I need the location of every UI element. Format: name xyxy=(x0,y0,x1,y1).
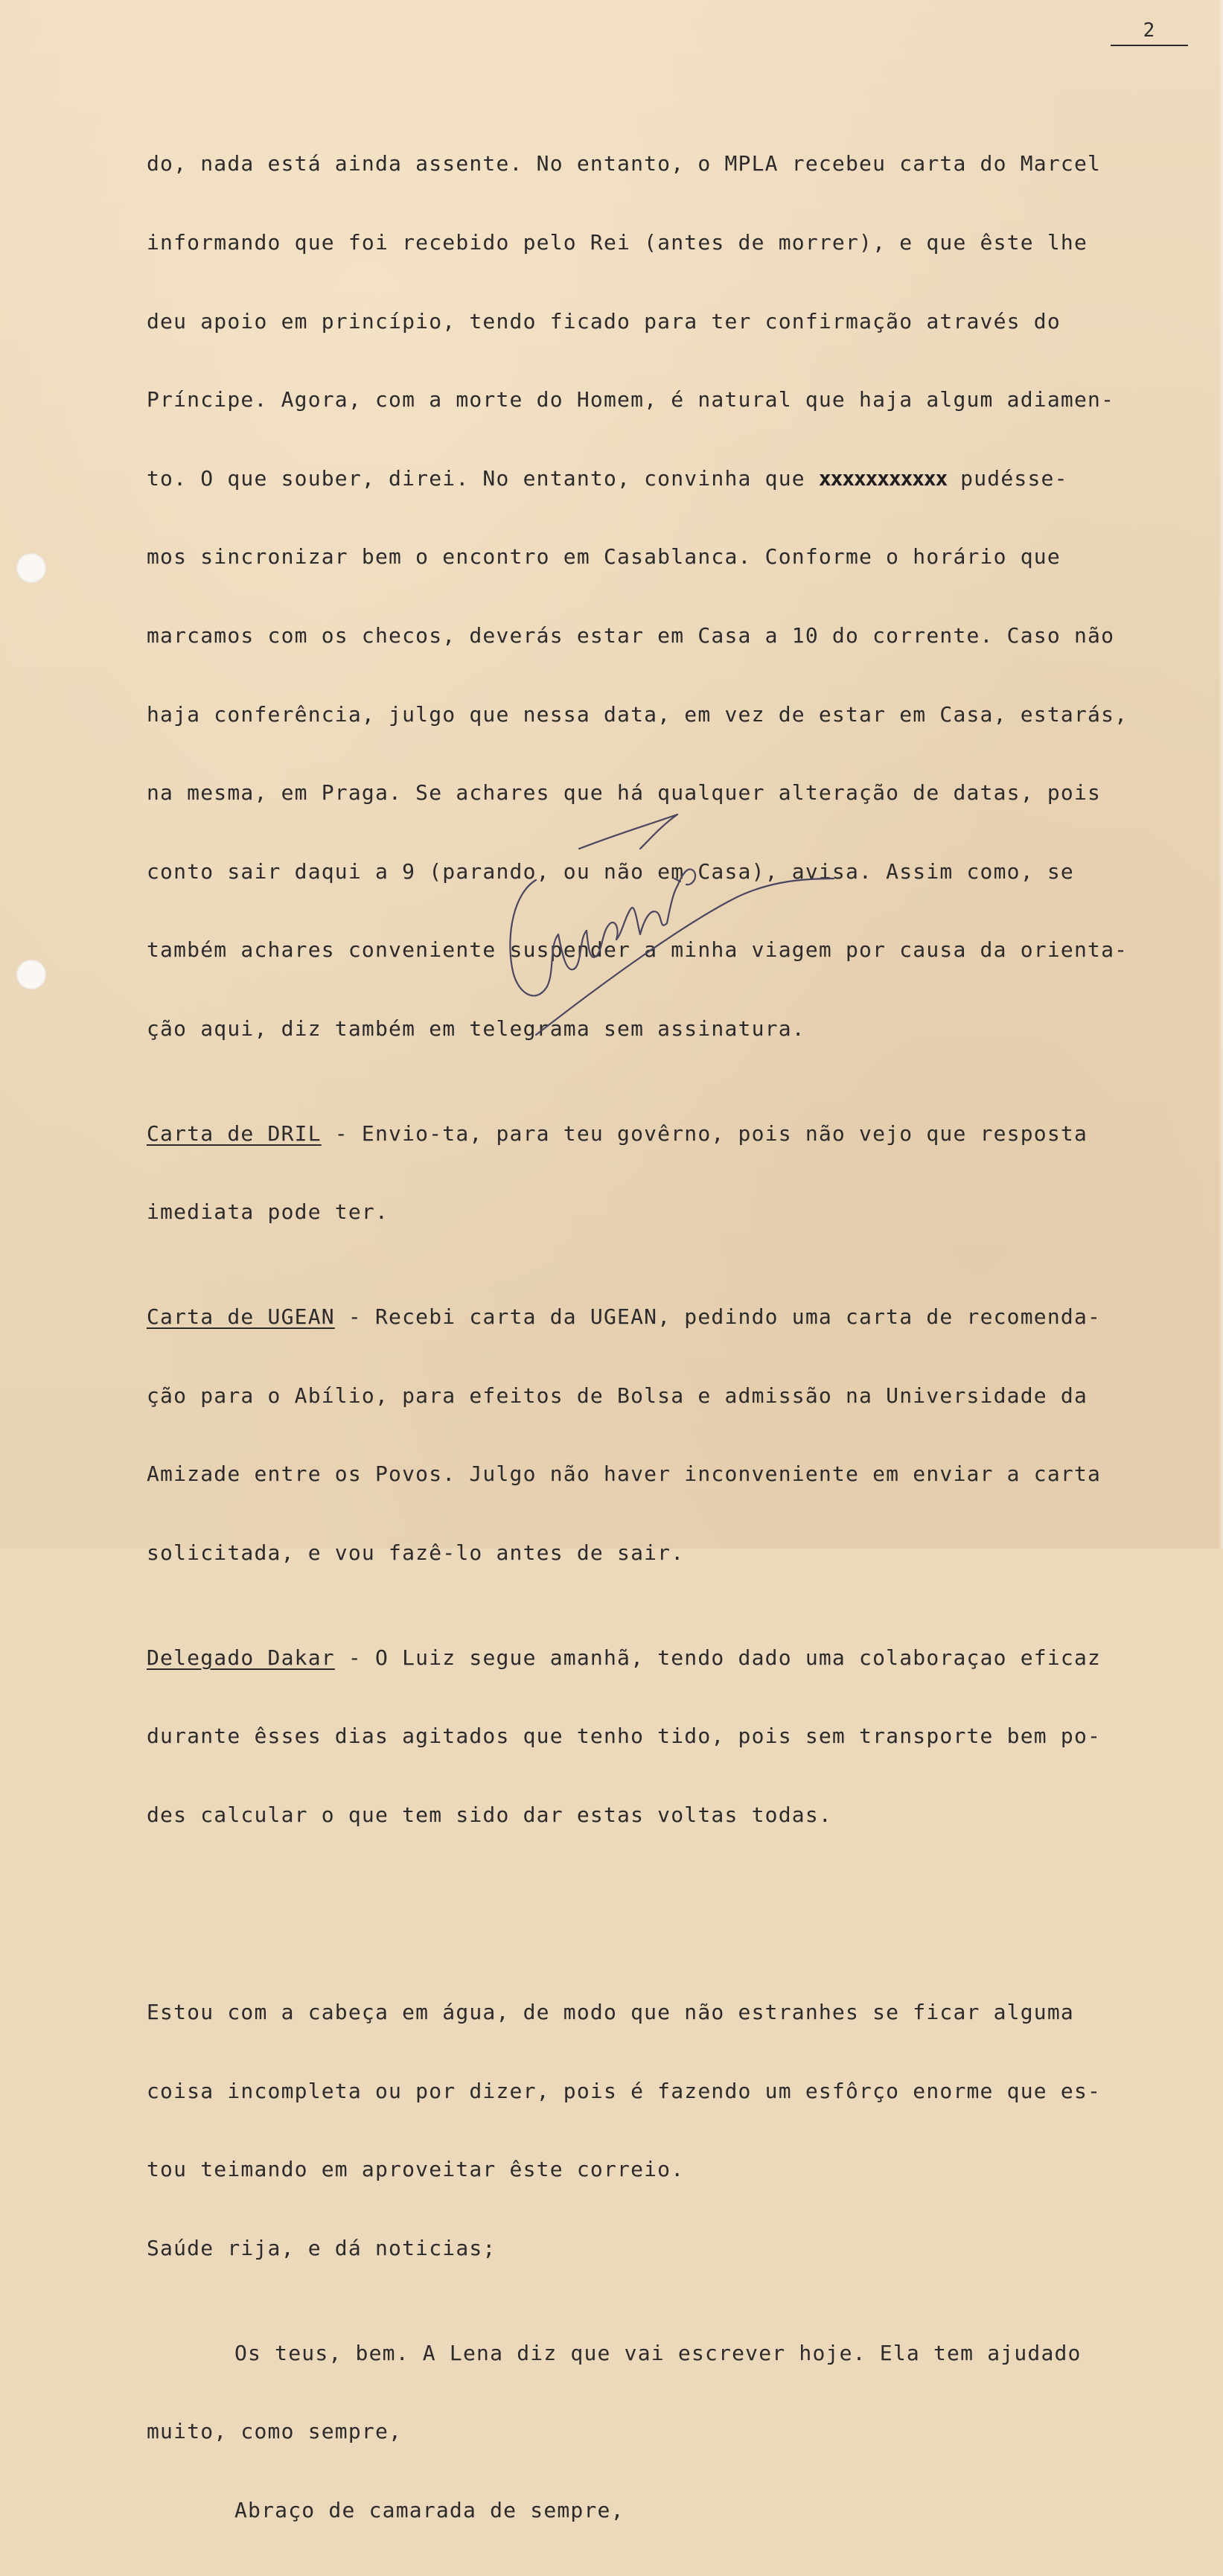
body-line: deu apoio em princípio, tendo ficado para ter confirmação através do xyxy=(147,308,1061,334)
punch-hole-bottom xyxy=(16,960,46,989)
body-line-part: pudésse- xyxy=(947,465,1068,491)
section-heading-ugean: Carta de UGEAN xyxy=(147,1304,335,1330)
page-number: 2 xyxy=(1111,19,1188,46)
handwritten-signature xyxy=(491,804,841,1050)
body-line-part: - Recebi carta da UGEAN, pedindo uma carta de recomenda- xyxy=(334,1304,1102,1330)
body-line: des calcular o que tem sido dar estas voltas todas. xyxy=(147,1802,832,1827)
body-line: também achares conveniente suspender a minha viagem por causa da orienta- xyxy=(147,937,1128,963)
signature-strokes xyxy=(510,814,834,1035)
body-line: solicitada, e vou fazê-lo antes de sair. xyxy=(147,1540,685,1565)
body-line-part: - Envio-ta, para teu govêrno, pois não vejo que resposta xyxy=(321,1120,1088,1146)
body-line: ção para o Abílio, para efeitos de Bolsa e admissão na Universidade da xyxy=(147,1383,1088,1408)
section-heading-dakar: Delegado Dakar xyxy=(147,1645,335,1670)
closing-line: Os teus, bem. A Lena diz que vai escrever hoje. Ela tem ajudado xyxy=(234,2340,1082,2365)
body-line-part: - O Luiz segue amanhã, tendo dado uma colaboraçao eficaz xyxy=(334,1645,1102,1670)
body-line: tou teimando em aproveitar êste correio. xyxy=(147,2157,685,2182)
body-line: Amizade entre os Povos. Julgo não haver inconveniente em enviar a carta xyxy=(147,1461,1102,1487)
body-line: Estou com a cabeça em água, de modo que não estranhes se ficar alguma xyxy=(147,2000,1074,2025)
struck-out-text: xxxxxxxxxxx xyxy=(818,465,948,491)
body-line: Saúde rija, e dá noticias; xyxy=(147,2236,496,2261)
punch-hole-top xyxy=(16,553,46,583)
closing-line: muito, como sempre, xyxy=(147,2419,403,2444)
paragraph-gap xyxy=(147,1907,1219,1921)
section-heading-dril: Carta de DRIL xyxy=(147,1120,322,1146)
body-line: Príncipe. Agora, com a morte do Homem, é natural que haja algum adiamen- xyxy=(147,387,1115,412)
body-line: imediata pode ter. xyxy=(147,1199,389,1225)
body-line: ção aqui, diz também em telegrama sem assinatura. xyxy=(147,1016,805,1041)
section-dakar-line xyxy=(147,1645,1219,1671)
body-line: mos sincronizar bem o encontro em Casablanca. Conforme o horário que xyxy=(147,544,1061,570)
paper-edge xyxy=(1219,0,1223,1549)
section-ugean-line xyxy=(147,1304,1219,1330)
closing-line: Abraço de camarada de sempre, xyxy=(234,2498,625,2523)
body-line xyxy=(147,465,1219,491)
body-line: haja conferência, julgo que nessa data, em vez de estar em Casa, estarás, xyxy=(147,701,1128,727)
body-line-part: to. O que souber, direi. No entanto, convinha que xyxy=(147,465,819,491)
body-line: coisa incompleta ou por dizer, pois é fazendo um esfôrço enorme que es- xyxy=(147,2078,1102,2103)
body-line: marcamos com os checos, deverás estar em Casa a 10 do corrente. Caso não xyxy=(147,622,1115,648)
body-line: do, nada está ainda assente. No entanto, o MPLA recebeu carta do Marcel xyxy=(147,151,1102,176)
body-line: na mesma, em Praga. Se achares que há qualquer alteração de datas, pois xyxy=(147,780,1102,806)
letter-body xyxy=(147,98,1219,2576)
body-line: conto sair daqui a 9 (parando, ou não em Casa), avisa. Assim como, se xyxy=(147,858,1074,884)
section-dril-line xyxy=(147,1120,1219,1147)
body-line: informando que foi recebido pelo Rei (antes de morrer), e que êste lhe xyxy=(147,230,1088,255)
body-line: durante êsses dias agitados que tenho tido, pois sem transporte bem po- xyxy=(147,1724,1102,1749)
